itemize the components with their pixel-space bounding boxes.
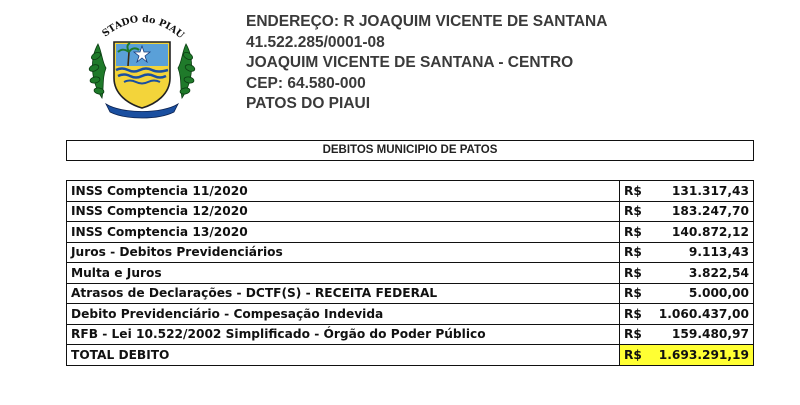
row-label: Atrasos de Declarações - DCTF(S) - RECEITA FEDERAL bbox=[67, 283, 620, 304]
row-currency: R$ bbox=[620, 201, 649, 222]
row-currency: R$ bbox=[620, 263, 649, 284]
row-currency: R$ bbox=[620, 181, 649, 202]
city-name: PATOS DO PIAUI bbox=[246, 95, 371, 112]
table-row bbox=[67, 283, 754, 304]
row-amount: 159.480,97 bbox=[648, 324, 754, 345]
entity-name: JOAQUIM VICENTE DE SANTANA - CENTRO bbox=[246, 54, 574, 71]
postal-code: CEP: 64.580-000 bbox=[246, 74, 366, 92]
row-currency: R$ bbox=[620, 283, 649, 304]
row-amount: 3.822,54 bbox=[648, 263, 754, 284]
debts-table-body bbox=[67, 181, 754, 366]
row-label: Debito Previdenciário - Compesação Indevida bbox=[67, 304, 620, 325]
table-row bbox=[67, 263, 754, 284]
row-label: Juros - Debitos Previdenciários bbox=[67, 242, 620, 263]
row-label: Multa e Juros bbox=[67, 263, 620, 284]
table-row bbox=[67, 201, 754, 222]
row-label: INSS Comptencia 12/2020 bbox=[67, 201, 620, 222]
table-row bbox=[67, 181, 754, 202]
row-label: INSS Comptencia 13/2020 bbox=[67, 222, 620, 243]
row-amount: 183.247,70 bbox=[648, 201, 754, 222]
total-currency: R$ bbox=[620, 345, 649, 366]
table-row bbox=[67, 242, 754, 263]
row-amount: 131.317,43 bbox=[648, 181, 754, 202]
table-title: DEBITOS MUNICIPIO DE PATOS bbox=[66, 140, 754, 161]
row-label: RFB - Lei 10.522/2002 Simplificado - Órgão do Poder Público bbox=[67, 324, 620, 345]
total-amount: 1.693.291,19 bbox=[648, 345, 754, 366]
row-amount: 140.872,12 bbox=[648, 222, 754, 243]
table-row bbox=[67, 304, 754, 325]
row-amount: 1.060.437,00 bbox=[648, 304, 754, 325]
row-label: INSS Comptencia 11/2020 bbox=[67, 181, 620, 202]
address-header bbox=[246, 12, 607, 115]
row-currency: R$ bbox=[620, 242, 649, 263]
address-line: ENDEREÇO: R JOAQUIM VICENTE DE SANTANA bbox=[246, 13, 608, 30]
debts-table bbox=[66, 180, 754, 366]
total-row bbox=[67, 345, 754, 366]
cnpj-number: 41.522.285/0001-08 bbox=[246, 33, 385, 51]
row-currency: R$ bbox=[620, 304, 649, 325]
piaui-coat-of-arms-icon bbox=[82, 8, 202, 120]
total-label: TOTAL DEBITO bbox=[67, 345, 620, 366]
row-currency: R$ bbox=[620, 222, 649, 243]
svg-text:ESTADO do PIAUÍ: STADO do PIAU bbox=[100, 13, 187, 42]
row-amount: 5.000,00 bbox=[648, 283, 754, 304]
table-row bbox=[67, 324, 754, 345]
table-row bbox=[67, 222, 754, 243]
row-amount: 9.113,43 bbox=[648, 242, 754, 263]
row-currency: R$ bbox=[620, 324, 649, 345]
